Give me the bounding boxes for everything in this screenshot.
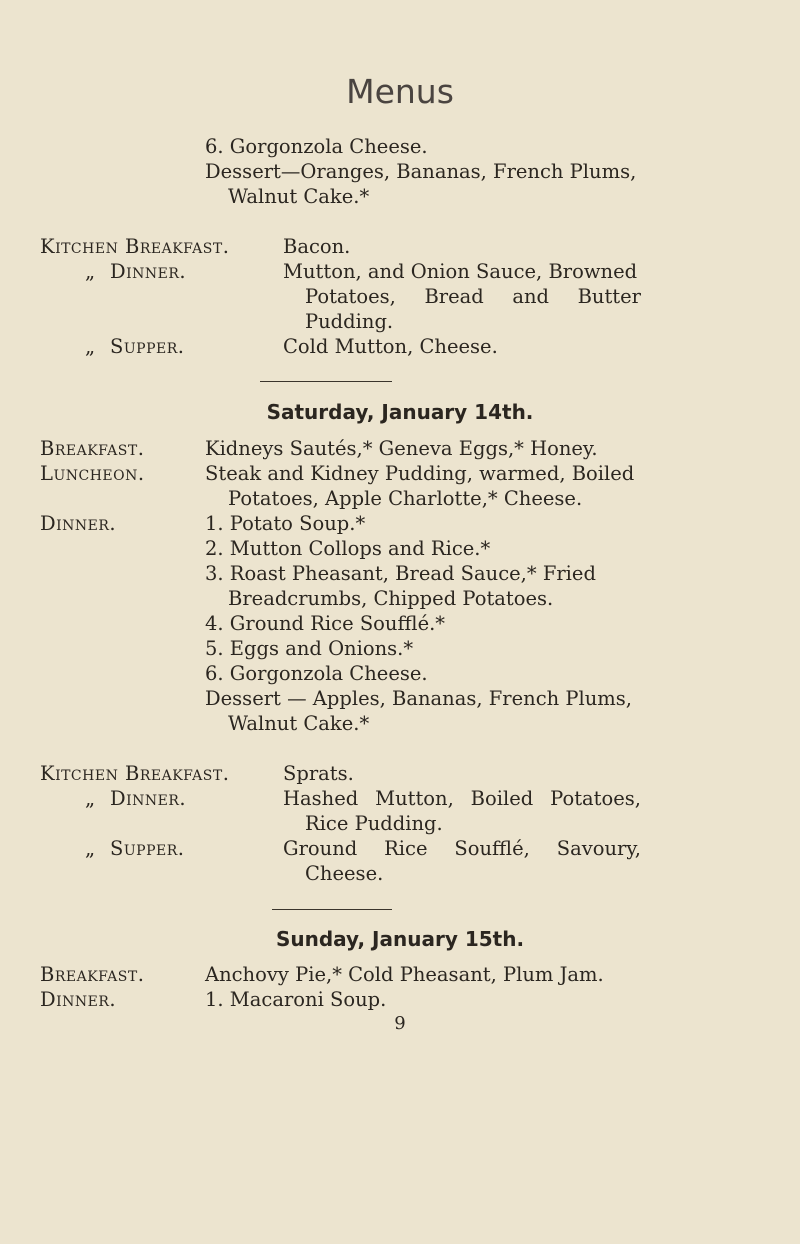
- meal-label: Breakfast.: [40, 963, 145, 986]
- menu-line: Dessert—Oranges, Bananas, French Plums,: [205, 160, 637, 183]
- date-heading: Sunday, January 15th.: [275, 927, 525, 951]
- menu-item: Breadcrumbs, Chipped Potatoes.: [228, 587, 554, 610]
- menu-item: 1. Macaroni Soup.: [205, 988, 387, 1011]
- meal-label: Dinner.: [40, 512, 117, 535]
- menu-line: Potatoes, Apple Charlotte,* Cheese.: [228, 487, 583, 510]
- meal-label: Breakfast.: [40, 437, 145, 460]
- menu-item: 4. Ground Rice Soufflé.*: [205, 612, 446, 635]
- menu-item: 6. Gorgonzola Cheese.: [205, 662, 428, 685]
- menu-item: 2. Mutton Collops and Rice.*: [205, 537, 491, 560]
- ditto-mark: „: [85, 837, 96, 860]
- meal-label: Supper.: [110, 837, 185, 860]
- meal-label: Dinner.: [110, 787, 187, 810]
- ditto-mark: „: [85, 260, 96, 283]
- menu-item: 3. Roast Pheasant, Bread Sauce,* Fried: [205, 562, 596, 585]
- menu-line: Mutton, and Onion Sauce, Browned: [283, 260, 638, 283]
- meal-label: Dinner.: [110, 260, 187, 283]
- meal-label: Luncheon.: [40, 462, 145, 485]
- menu-line: Cold Mutton, Cheese.: [283, 335, 498, 358]
- section-divider: [260, 381, 392, 382]
- menu-item: Dessert — Apples, Bananas, French Plums,: [205, 687, 632, 710]
- menu-line: Walnut Cake.*: [228, 185, 370, 208]
- section-divider: [272, 909, 392, 910]
- meal-label: Kitchen Breakfast.: [40, 235, 230, 258]
- meal-label: Supper.: [110, 335, 185, 358]
- meal-label: Kitchen Breakfast.: [40, 762, 230, 785]
- page-header: Menus: [346, 72, 454, 111]
- meal-label: Dinner.: [40, 988, 117, 1011]
- menu-line: Sprats.: [283, 762, 354, 785]
- menu-line: Kidneys Sautés,* Geneva Eggs,* Honey.: [205, 437, 598, 460]
- menu-line: Rice Pudding.: [305, 812, 443, 835]
- page-number: 9: [394, 1013, 406, 1034]
- date-heading: Saturday, January 14th.: [266, 400, 534, 424]
- ditto-mark: „: [85, 787, 96, 810]
- menu-line: 6. Gorgonzola Cheese.: [205, 135, 428, 158]
- menu-line: Steak and Kidney Pudding, warmed, Boiled: [205, 462, 635, 485]
- menu-line: Cheese.: [305, 862, 384, 885]
- menu-line: Anchovy Pie,* Cold Pheasant, Plum Jam.: [205, 963, 604, 986]
- ditto-mark: „: [85, 335, 96, 358]
- menu-item: 5. Eggs and Onions.*: [205, 637, 414, 660]
- menu-item: 1. Potato Soup.*: [205, 512, 366, 535]
- menu-item: Walnut Cake.*: [228, 712, 370, 735]
- menu-line: Potatoes, Bread and Butter: [305, 285, 641, 308]
- menu-line: Ground Rice Soufflé, Savoury,: [283, 837, 641, 860]
- menu-line: Pudding.: [305, 310, 394, 333]
- menu-line: Bacon.: [283, 235, 351, 258]
- menu-line: Hashed Mutton, Boiled Potatoes,: [283, 787, 641, 810]
